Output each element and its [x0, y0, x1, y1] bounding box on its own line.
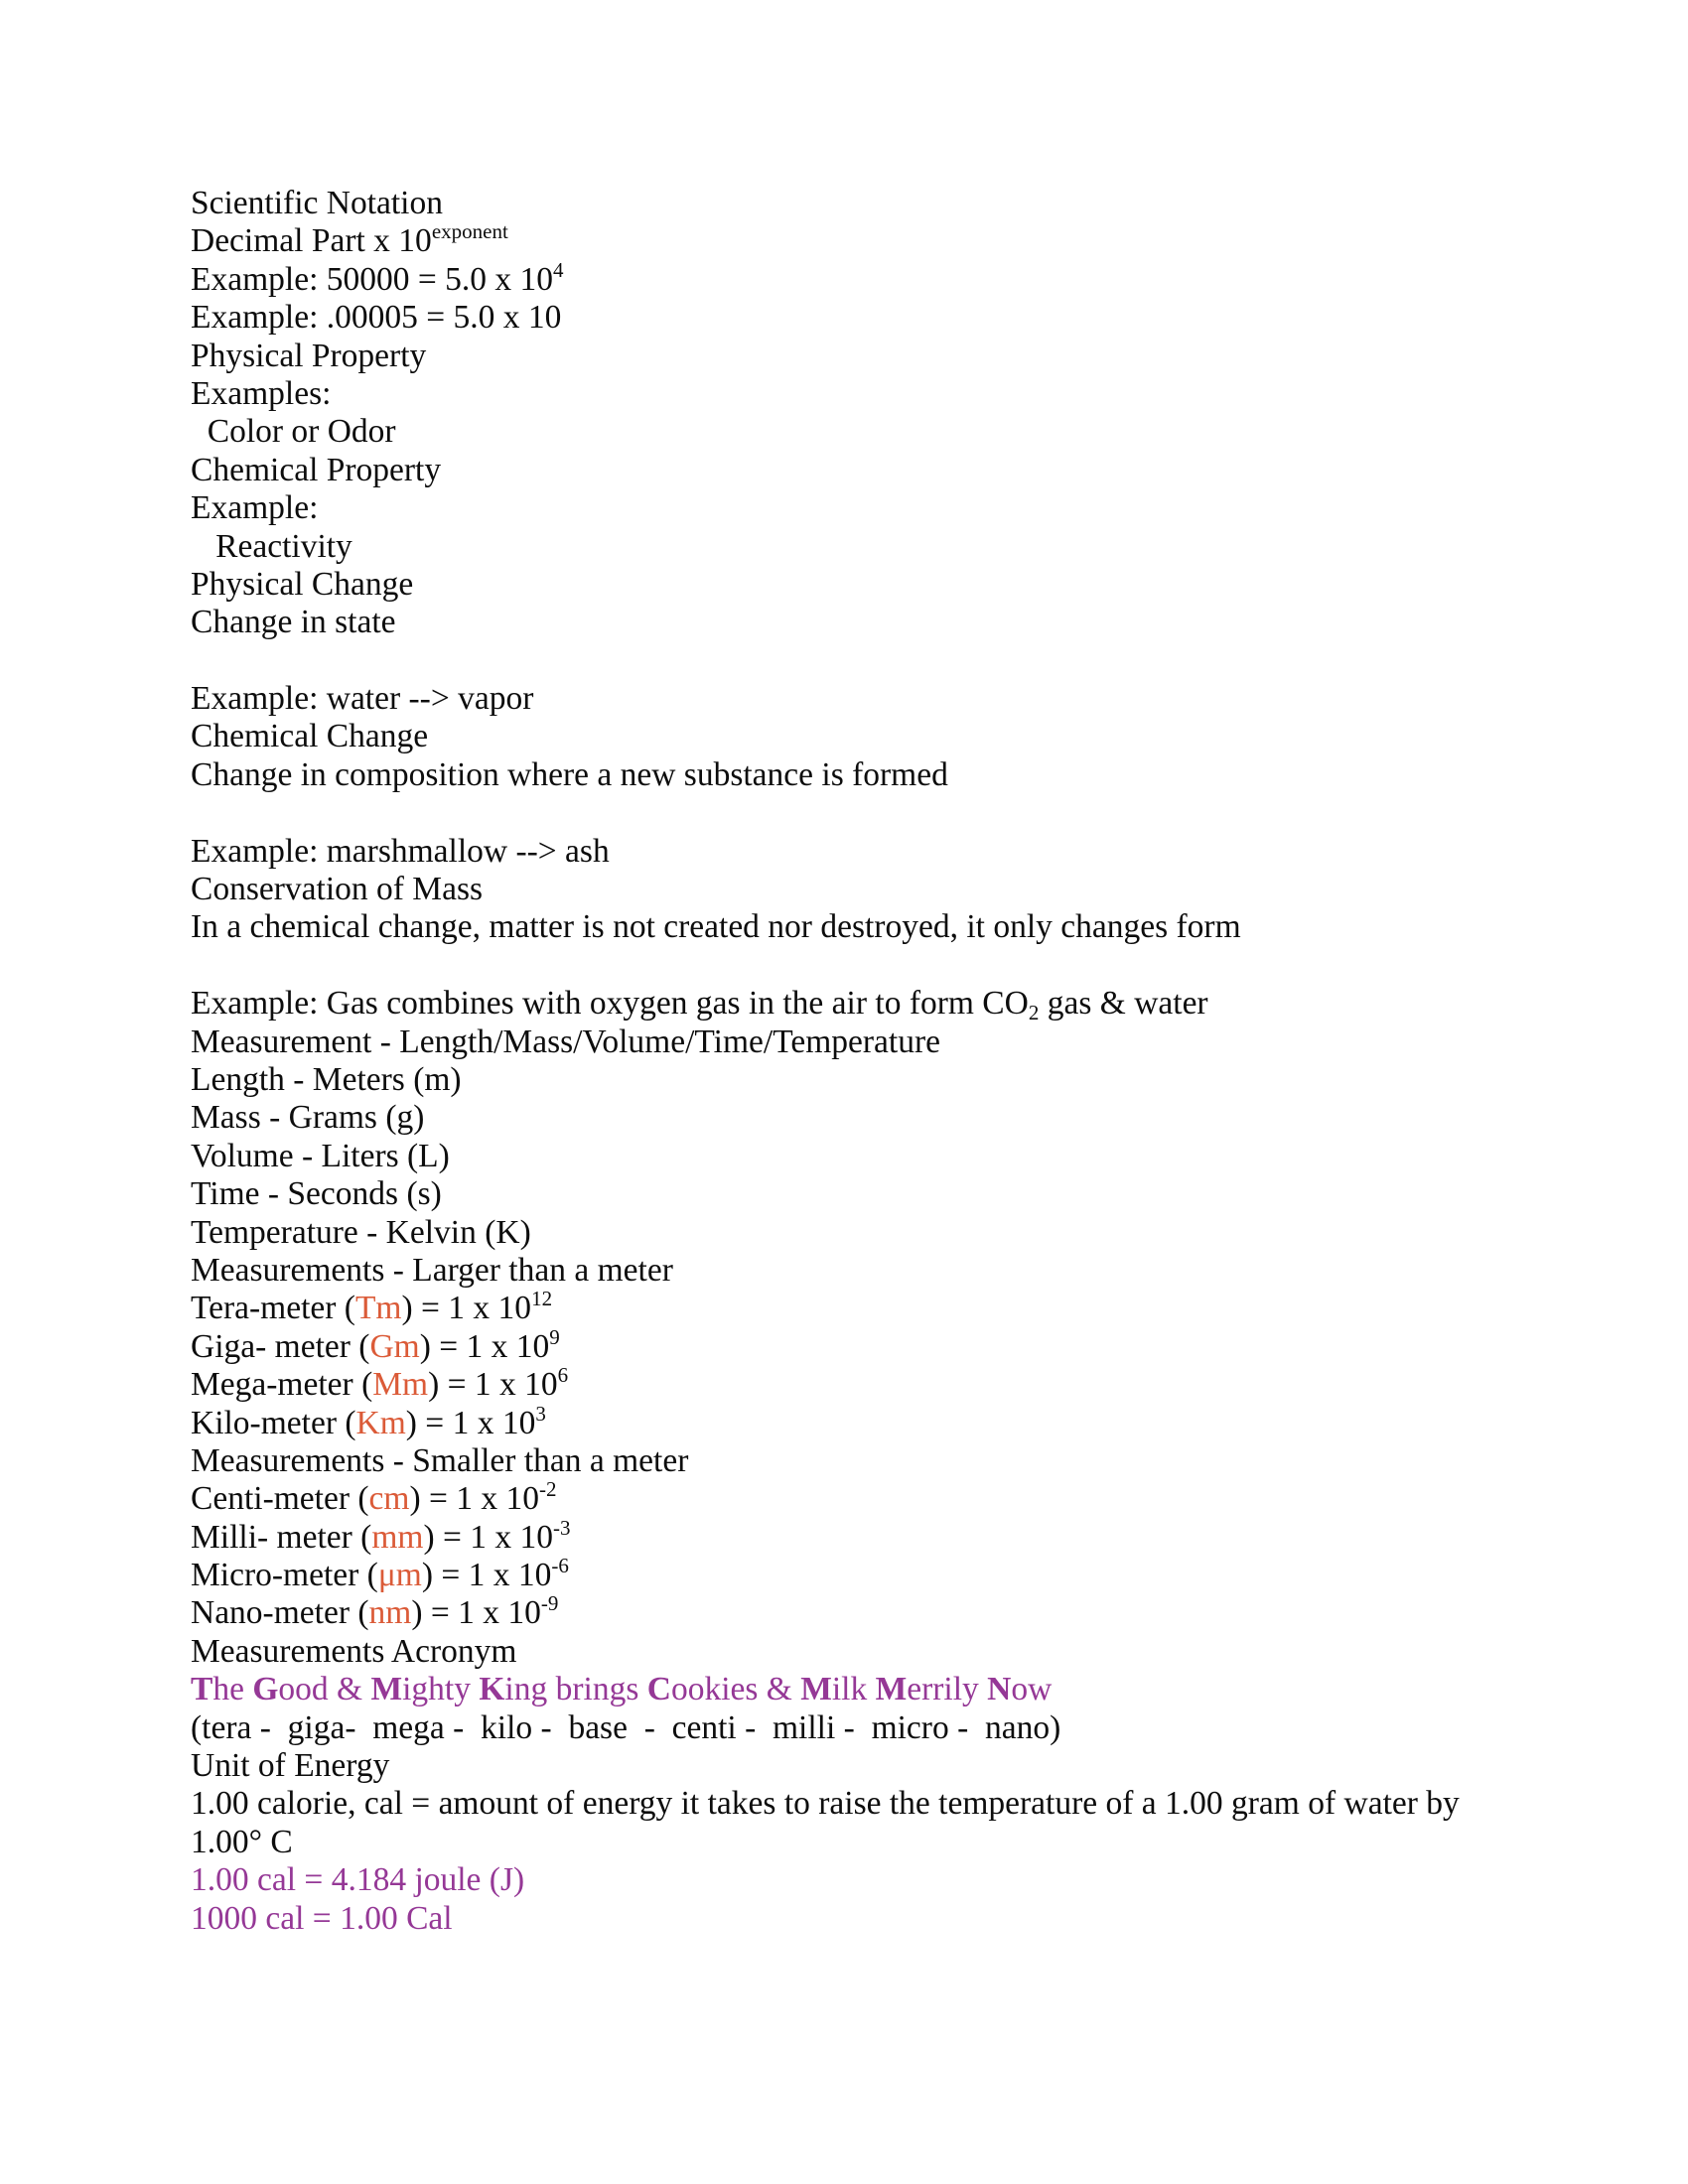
text-line: [191, 1363, 1640, 1404]
text-segment: ) = 1 x 10: [401, 1290, 532, 1327]
text-segment: G: [252, 1671, 279, 1708]
text-segment: Example: .00005 = 5.0 x 10: [191, 299, 562, 337]
superscript-text: 12: [531, 1287, 553, 1311]
text-line: [191, 375, 1640, 413]
subscript-text: 2: [1028, 1001, 1040, 1025]
text-line: [191, 908, 1640, 946]
text-segment: Examples:: [191, 374, 332, 412]
text-line: [191, 1401, 1640, 1442]
text-line: [191, 528, 1640, 566]
text-segment: μm: [377, 1557, 422, 1594]
text-segment: Reactivity: [191, 527, 352, 565]
text-segment: Change in state: [191, 604, 396, 641]
superscript-text: -9: [540, 1591, 559, 1616]
text-segment: Giga- meter (: [191, 1327, 370, 1365]
text-segment: ) = 1 x 10: [428, 1366, 558, 1404]
text-segment: Mega-meter (: [191, 1366, 373, 1404]
superscript-text: 6: [557, 1363, 569, 1388]
text-segment: Example: marshmallow --> ash: [191, 832, 610, 870]
text-segment: nm: [368, 1594, 412, 1632]
text-segment: Change in composition where a new substance is formed: [191, 755, 948, 793]
text-segment: gas & water: [1039, 985, 1208, 1023]
text-line: [191, 871, 1640, 908]
text-segment: Centi-meter (: [191, 1480, 369, 1518]
text-line: [191, 1442, 1640, 1480]
text-segment: K: [479, 1671, 505, 1708]
text-line: [191, 338, 1640, 375]
text-segment: Conservation of Mass: [191, 871, 484, 908]
text-segment: Volume - Liters (L): [191, 1137, 450, 1174]
superscript-text: -6: [551, 1554, 569, 1578]
text-line: [191, 756, 1640, 794]
text-segment: In a chemical change, matter is not created nor destroyed, it only changes form: [191, 908, 1241, 946]
text-line: [191, 1214, 1640, 1252]
text-line: [191, 718, 1640, 755]
blank-line: [191, 794, 1640, 832]
text-segment: ookies &: [670, 1671, 801, 1708]
text-segment: Kilo-meter (: [191, 1404, 356, 1441]
text-segment: Scientific Notation: [191, 185, 443, 221]
blank-line: [191, 642, 1640, 680]
text-segment: Chemical Property: [191, 451, 442, 488]
text-line: [191, 566, 1640, 604]
text-segment: ) = 1 x 10: [419, 1327, 550, 1365]
text-segment: (tera - giga- mega - kilo - base - centi - milli - micro - nano): [191, 1708, 1061, 1746]
text-line: [191, 489, 1640, 527]
text-line: [191, 185, 1640, 222]
text-segment: mm: [371, 1518, 424, 1556]
text-segment: Gm: [369, 1327, 420, 1365]
text-segment: Nano-meter (: [191, 1594, 369, 1632]
document-body: [191, 185, 1640, 1938]
text-segment: Km: [355, 1404, 406, 1441]
text-line: [191, 1671, 1640, 1708]
text-line: [191, 1747, 1640, 1785]
text-segment: 1000 cal = 1.00 Cal: [191, 1899, 453, 1937]
text-segment: Time - Seconds (s): [191, 1175, 442, 1213]
text-segment: ighty: [402, 1671, 480, 1708]
text-line: [191, 219, 1640, 260]
text-line: [191, 1861, 1640, 1899]
text-segment: M: [875, 1671, 908, 1708]
text-line: [191, 1633, 1640, 1671]
text-line: [191, 1554, 1640, 1594]
text-segment: Length - Meters (m): [191, 1060, 462, 1098]
text-segment: Example: 50000 = 5.0 x 10: [191, 260, 554, 298]
text-segment: Example:: [191, 489, 319, 527]
text-line: [191, 1709, 1640, 1747]
text-segment: Measurement - Length/Mass/Volume/Time/Temperature: [191, 1023, 940, 1060]
text-segment: ilk: [831, 1671, 876, 1708]
text-line: [191, 1175, 1640, 1213]
text-line: [191, 1252, 1640, 1290]
text-line: [191, 1024, 1640, 1061]
text-line: [191, 1515, 1640, 1557]
text-line: [191, 1591, 1640, 1632]
text-segment: Physical Change: [191, 565, 414, 603]
superscript-text: 3: [535, 1401, 546, 1426]
text-line: [191, 452, 1640, 489]
text-segment: 1.00 calorie, cal = amount of energy it takes to raise the temperature of a 1.00 gram of water by: [191, 1785, 1460, 1823]
text-segment: Unit of Energy: [191, 1747, 390, 1785]
text-segment: ow: [1011, 1671, 1053, 1708]
text-segment: cm: [368, 1480, 410, 1518]
text-segment: Example: water --> vapor: [191, 680, 534, 718]
text-segment: ) = 1 x 10: [421, 1557, 552, 1594]
text-segment: M: [800, 1671, 832, 1708]
superscript-text: 9: [549, 1324, 560, 1349]
text-line: [191, 1138, 1640, 1175]
text-segment: he: [212, 1671, 253, 1708]
text-line: [191, 1061, 1640, 1099]
text-segment: N: [987, 1671, 1012, 1708]
superscript-text: 4: [553, 257, 564, 282]
text-segment: Mass - Grams (g): [191, 1099, 425, 1137]
text-segment: Measurements - Smaller than a meter: [191, 1441, 689, 1479]
text-segment: errily: [907, 1671, 988, 1708]
text-line: [191, 1824, 1640, 1861]
text-line: [191, 1477, 1640, 1518]
text-segment: Measurements - Larger than a meter: [191, 1251, 673, 1289]
text-line: [191, 1287, 1640, 1327]
text-segment: ) = 1 x 10: [409, 1480, 540, 1518]
text-segment: Mm: [372, 1366, 429, 1404]
text-segment: Decimal Part x 10: [191, 222, 432, 260]
text-segment: M: [370, 1671, 403, 1708]
text-line: [191, 257, 1640, 299]
text-segment: T: [191, 1671, 213, 1708]
text-line: [191, 604, 1640, 641]
text-line: [191, 1324, 1640, 1366]
text-segment: Measurements Acronym: [191, 1632, 517, 1670]
text-segment: Color or Odor: [191, 413, 396, 451]
superscript-text: -3: [553, 1515, 571, 1540]
text-line: [191, 833, 1640, 871]
text-line: [191, 1785, 1640, 1823]
text-line: [191, 985, 1640, 1023]
text-line: [191, 680, 1640, 718]
text-segment: ing brings: [504, 1671, 647, 1708]
text-line: [191, 1099, 1640, 1137]
text-segment: Chemical Change: [191, 718, 429, 755]
text-segment: C: [646, 1671, 671, 1708]
text-segment: Physical Property: [191, 337, 427, 374]
text-segment: ) = 1 x 10: [423, 1518, 554, 1556]
text-segment: 1.00° C: [191, 1823, 293, 1860]
superscript-text: -2: [539, 1477, 557, 1502]
text-segment: Example: Gas combines with oxygen gas in the air to form CO: [191, 985, 1029, 1023]
text-segment: ) = 1 x 10: [405, 1404, 536, 1441]
text-line: [191, 299, 1640, 337]
text-segment: 1.00 cal = 4.184 joule (J): [191, 1861, 525, 1899]
text-segment: Milli- meter (: [191, 1518, 372, 1556]
text-segment: ) = 1 x 10: [411, 1594, 541, 1632]
text-segment: Tera-meter (: [191, 1290, 355, 1327]
text-line: [191, 1900, 1640, 1938]
text-segment: Temperature - Kelvin (K): [191, 1213, 531, 1251]
superscript-text: exponent: [431, 219, 508, 244]
text-segment: Micro-meter (: [191, 1557, 378, 1594]
text-segment: ood &: [278, 1671, 371, 1708]
text-line: [191, 413, 1640, 451]
text-segment: Tm: [354, 1290, 402, 1327]
blank-line: [191, 947, 1640, 985]
